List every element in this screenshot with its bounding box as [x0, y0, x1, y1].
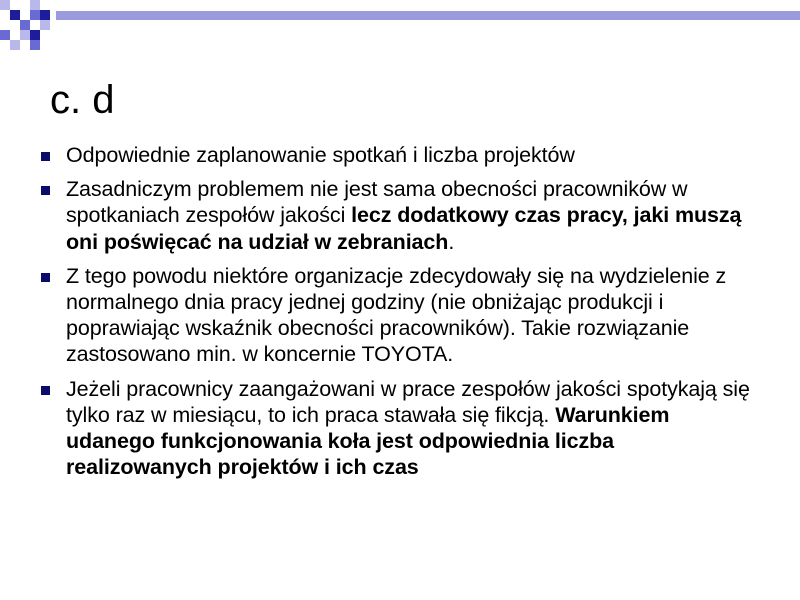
bullet-text: . — [448, 229, 455, 254]
bullet-item — [40, 263, 750, 368]
decoration-square — [40, 10, 50, 20]
decoration-square — [0, 0, 10, 10]
decoration-square — [30, 0, 40, 10]
decoration-square — [10, 10, 20, 20]
decoration-square — [20, 20, 30, 30]
square-bullet-icon — [41, 152, 50, 161]
square-bullet-icon — [41, 386, 50, 395]
square-bullet-icon — [41, 273, 50, 282]
decoration-square — [30, 30, 40, 40]
square-bullet-icon — [41, 186, 50, 195]
bullet-text: Zasadniczym problemem nie jest sama obecności pracowników w spotkaniach zespołów jakości — [66, 177, 688, 228]
decoration-square — [40, 20, 50, 30]
header-decoration — [0, 0, 800, 50]
bullet-item — [40, 376, 750, 481]
bullet-text: Z tego powodu niektóre organizacje zdecydowały się na wydzielenie z normalnego dnia pracy jednej godziny (nie obniżając produkcji i poprawiając wskaźnik obecności pracowników). Takie rozwiązanie zastosowano min. w koncernie TOYOTA. — [66, 263, 727, 367]
bullet-item — [40, 176, 750, 255]
bullet-text-bold: lecz dodatkowy czas pracy, jaki muszą oni poświęcać na udział w zebraniach — [66, 203, 742, 254]
decoration-square — [10, 40, 20, 50]
header-bar — [56, 11, 800, 20]
decoration-square — [30, 40, 40, 50]
decoration-square — [30, 10, 40, 20]
bullet-text: Jeżeli pracownicy zaangażowani w prace zespołów jakości spotykają się tylko raz w miesiącu, to ich praca stawała się fikcją. — [66, 376, 750, 427]
bullet-item — [40, 142, 750, 168]
decoration-square — [0, 30, 10, 40]
bullet-text-bold: Warunkiem udanego funkcjonowania koła jest odpowiednia liczba realizowanych projektów i ich czas — [66, 402, 670, 480]
bullet-list — [40, 142, 750, 488]
bullet-text: Odpowiednie zaplanowanie spotkań i liczba projektów — [66, 143, 575, 167]
decoration-square — [20, 30, 30, 40]
slide-title: c. d — [50, 78, 115, 122]
